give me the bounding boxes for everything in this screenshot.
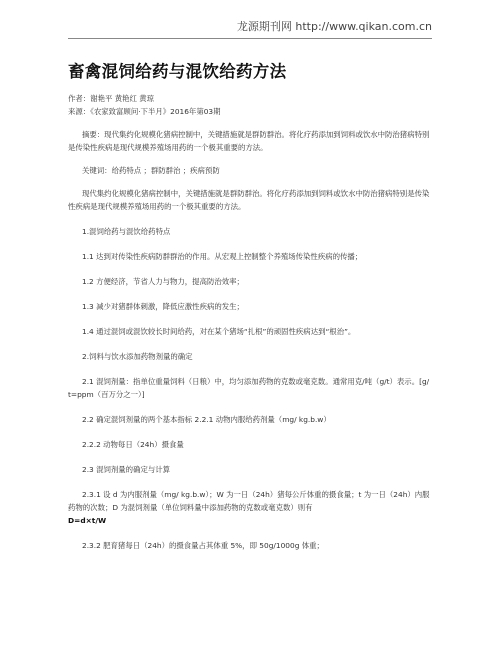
section-2-1: 2.1 混饲剂量：指单位重量饲料（日粮）中，均匀添加药物的克数或毫克数。通常用克/吨（g/t）表示。[g/t=ppm（百万分之一）] [68,377,430,399]
intro-paragraph: 现代集约化规模化猪病控制中，关键措施就是群防群治。将化疗药添加到饲料或饮水中防治猪病特别是传染性疾病是现代规模养殖场用药的一个极其重要的方法。 [68,189,430,211]
header-divider [68,38,432,39]
section-2-3-2: 2.3.2 肥育猪每日（24h）的摄食量占其体重 5%，即 50g/1000g 体重； [82,541,324,550]
section-2-heading: 2.饲料与饮水添加药物剂量的确定 [82,352,193,361]
article-title: 畜禽混饲给药与混饮给药方法 [68,62,287,81]
section-1-3: 1.3 减少对猪群体刺激，降低应激性疾病的发生； [82,302,244,311]
section-1-2: 1.2 方便经济，节省人力与物力，提高防治效率； [82,277,244,286]
section-2-3: 2.3 混饲剂量的确定与计算 [82,465,171,474]
keywords: 关键词：给药特点 ；群防群治 ；疾病预防 [82,166,220,175]
section-2-2-2: 2.2.2 动物每日（24h）摄食量 [82,440,184,449]
article-author: 作者：谢艳平 黄艳红 黄琼 [68,94,154,103]
section-1-4: 1.4 通过混饲或混饮较长时间给药，对在某个猪场“扎根”的顽固性疾病达到“根治”。 [82,327,356,336]
article-source: 来源：《农家致富顾问·下半月》2016年第03期 [68,107,221,116]
article-body [68,58,432,552]
formula: D=d×t/W [68,516,107,525]
abstract: 摘要：现代集约化规模化猪病控制中，关键措施就是群防群治。将化疗药添加到饲料或饮水中防治猪病特别是传染性疾病是现代规模养殖场用药的一个极其重要的方法。 [68,130,430,152]
site-header[interactable]: 龙源期刊网 http://www.qikan.com.cn [236,20,432,33]
section-1-1: 1.1 达到对传染性疾病防群群治的作用。从宏观上控制整个养殖场传染性疾病的传播； [82,252,363,261]
section-1-heading: 1.混饲给药与混饮给药特点 [82,227,171,236]
section-2-3-1: 2.3.1 设 d 为内服剂量（mg/ kg.b.w）；W 为一日（24h）猪每公斤体重的摄食量；t 为一日（24h）内服药物的次数；D 为混饲剂量（单位饲料量中添加药物的克数或毫克数）则有 [68,490,430,512]
section-2-2: 2.2 确定混饲剂量的两个基本指标 2.2.1 动物内服给药剂量（mg/ kg.b.w） [82,415,331,424]
